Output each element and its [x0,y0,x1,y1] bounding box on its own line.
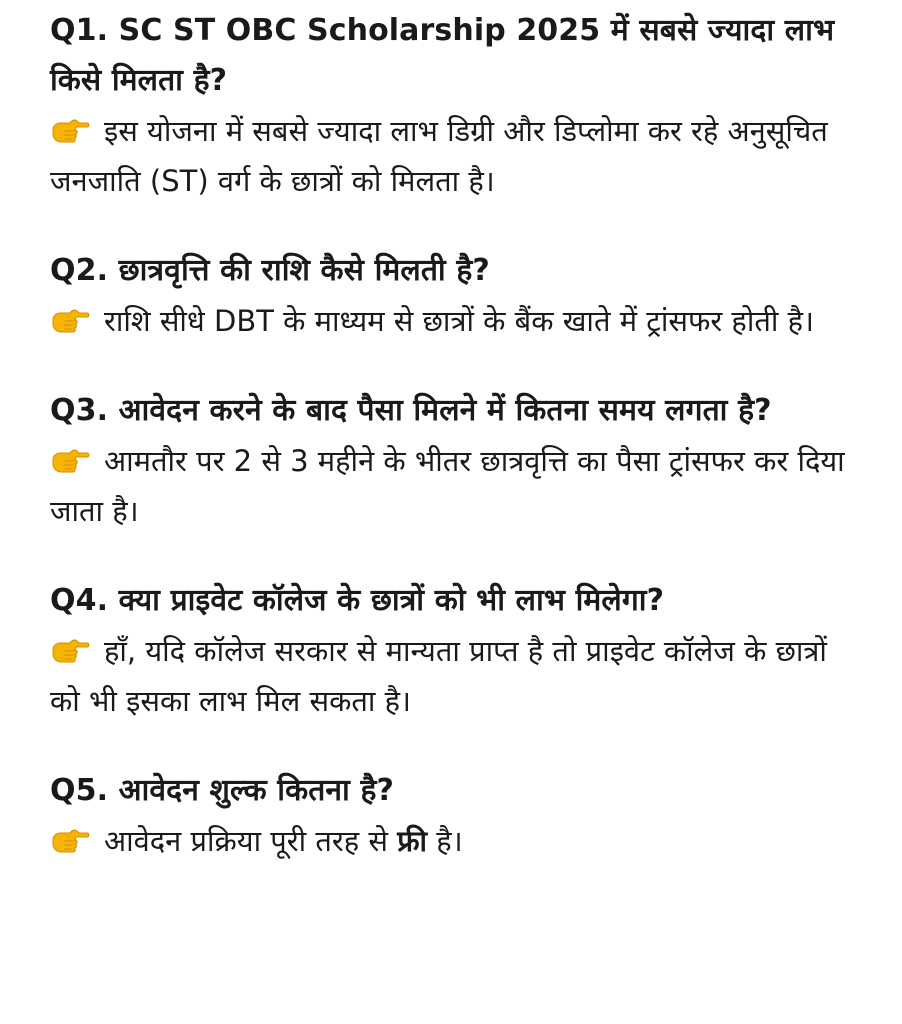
pointing-right-hand-icon [50,116,90,146]
faq-item-1 [50,6,850,206]
faq-answer-5-free: फ्री [397,824,428,858]
faq-question-2: Q2. छात्रवृत्ति की राशि कैसे मिलती है? [50,253,490,288]
faq-answer-4-text: हाँ, यदि कॉलेज सरकार से मान्यता प्राप्त है तो प्राइवेट कॉलेज के छात्रों को भी इसका लाभ मिल सकता है। [50,634,827,718]
faq-answer-3 [50,436,850,536]
faq-answer-3-text: आमतौर पर 2 से 3 महीने के भीतर छात्रवृत्ति का पैसा ट्रांसफर कर दिया जाता है। [50,444,845,528]
faq-item-3 [50,386,850,536]
pointing-right-hand-icon [50,306,90,336]
faq-question-5: Q5. आवेदन शुल्क कितना है? [50,773,395,808]
pointing-right-hand-icon [50,826,90,856]
pointing-right-hand-icon [50,636,90,666]
faq-item-4 [50,576,850,726]
pointing-right-hand-icon [50,446,90,476]
faq-answer-5 [50,816,850,866]
faq-item-5 [50,766,850,866]
faq-answer-1 [50,106,850,206]
faq-question-1: Q1. SC ST OBC Scholarship 2025 में सबसे ज्यादा लाभ किसे मिलता है? [50,13,835,98]
faq-answer-2 [50,296,850,346]
faq-item-2 [50,246,850,346]
faq-answer-2-text: राशि सीधे DBT के माध्यम से छात्रों के बैंक खाते में ट्रांसफर होती है। [104,304,814,338]
faq-answer-4 [50,626,850,726]
faq-answer-1-text: इस योजना में सबसे ज्यादा लाभ डिग्री और डिप्लोमा कर रहे अनुसूचित जनजाति (ST) वर्ग के छात्रों को मिलता है। [50,114,828,198]
faq-answer-5-text-after: है। [436,824,463,858]
faq-question-4: Q4. क्या प्राइवेट कॉलेज के छात्रों को भी लाभ मिलेगा? [50,583,665,618]
faq-answer-5-text-before: आवेदन प्रक्रिया पूरी तरह से [104,824,388,858]
faq-question-3: Q3. आवेदन करने के बाद पैसा मिलने में कितना समय लगता है? [50,393,772,428]
